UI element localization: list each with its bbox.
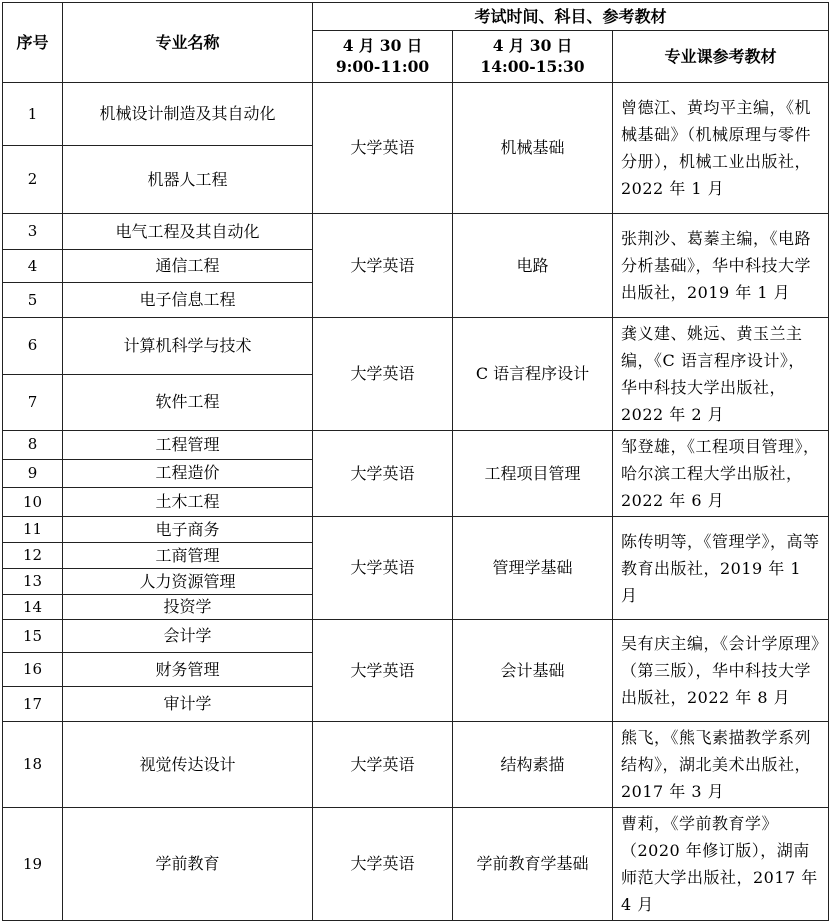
row-subject-afternoon: 工程项目管理	[453, 431, 613, 517]
row-major: 通信工程	[63, 250, 313, 283]
row-seq: 1	[3, 83, 63, 146]
header-time-morning-hours: 9:00-11:00	[335, 56, 430, 76]
row-subject-morning: 大学英语	[313, 318, 453, 431]
row-major: 学前教育	[63, 808, 313, 921]
table-row	[3, 83, 829, 146]
row-seq: 11	[3, 517, 63, 543]
header-reference-book: 专业课参考教材	[613, 31, 829, 83]
row-subject-afternoon: 管理学基础	[453, 517, 613, 620]
row-seq: 12	[3, 543, 63, 569]
header-time-afternoon-date: 4 月 30 日	[492, 35, 573, 55]
table-row	[3, 431, 829, 460]
table-row	[3, 620, 829, 653]
row-subject-morning: 大学英语	[313, 431, 453, 517]
row-seq: 16	[3, 653, 63, 687]
row-major: 视觉传达设计	[63, 722, 313, 808]
row-major: 电气工程及其自动化	[63, 214, 313, 250]
table-header	[3, 3, 829, 83]
row-major: 人力资源管理	[63, 569, 313, 595]
row-major: 软件工程	[63, 374, 313, 431]
row-seq: 9	[3, 459, 63, 488]
row-seq: 18	[3, 722, 63, 808]
header-major: 专业名称	[63, 3, 313, 83]
row-seq: 3	[3, 214, 63, 250]
table-row	[3, 722, 829, 808]
row-seq: 2	[3, 146, 63, 214]
row-major: 工程管理	[63, 431, 313, 460]
row-major: 土木工程	[63, 488, 313, 517]
exam-schedule-table	[2, 2, 829, 921]
row-seq: 19	[3, 808, 63, 921]
row-major: 机器人工程	[63, 146, 313, 214]
row-reference-book: 陈传明等，《管理学》，高等教育出版社，2019 年 1 月	[613, 517, 829, 620]
row-seq: 6	[3, 318, 63, 375]
row-subject-afternoon: 电路	[453, 214, 613, 318]
row-seq: 8	[3, 431, 63, 460]
header-time-morning	[313, 31, 453, 83]
row-major: 电子信息工程	[63, 283, 313, 318]
row-subject-afternoon: 机械基础	[453, 83, 613, 214]
header-seq: 序号	[3, 3, 63, 83]
table-row	[3, 517, 829, 543]
row-reference-book: 熊飞，《熊飞素描教学系列结构》，湖北美术出版社，2017 年 3 月	[613, 722, 829, 808]
row-subject-morning: 大学英语	[313, 83, 453, 214]
table-row	[3, 318, 829, 375]
header-time-afternoon-hours: 14:00-15:30	[480, 56, 585, 76]
table-row	[3, 214, 829, 250]
row-reference-book: 龚义建、姚远、黄玉兰主编，《C 语言程序设计》，华中科技大学出版社，2022 年 2 月	[613, 318, 829, 431]
row-subject-afternoon: 学前教育学基础	[453, 808, 613, 921]
row-subject-morning: 大学英语	[313, 808, 453, 921]
row-seq: 15	[3, 620, 63, 653]
row-major: 会计学	[63, 620, 313, 653]
row-major: 计算机科学与技术	[63, 318, 313, 375]
row-major: 财务管理	[63, 653, 313, 687]
row-reference-book: 邹登雄，《工程项目管理》，哈尔滨工程大学出版社，2022 年 6 月	[613, 431, 829, 517]
row-major: 工商管理	[63, 543, 313, 569]
header-time-morning-date: 4 月 30 日	[342, 35, 423, 55]
row-seq: 17	[3, 687, 63, 722]
header-time-afternoon	[453, 31, 613, 83]
row-major: 机械设计制造及其自动化	[63, 83, 313, 146]
row-seq: 7	[3, 374, 63, 431]
row-major: 投资学	[63, 595, 313, 620]
table-body	[3, 83, 829, 921]
row-subject-morning: 大学英语	[313, 722, 453, 808]
row-major: 审计学	[63, 687, 313, 722]
row-reference-book: 曹莉，《学前教育学》（2020 年修订版），湖南师范大学出版社，2017 年 4 月	[613, 808, 829, 921]
row-seq: 13	[3, 569, 63, 595]
table-row	[3, 808, 829, 921]
row-seq: 4	[3, 250, 63, 283]
row-seq: 14	[3, 595, 63, 620]
row-subject-afternoon: 会计基础	[453, 620, 613, 722]
row-seq: 10	[3, 488, 63, 517]
row-subject-afternoon: 结构素描	[453, 722, 613, 808]
row-subject-afternoon: C 语言程序设计	[453, 318, 613, 431]
row-reference-book: 曾德江、黄均平主编，《机械基础》（机械原理与零件分册），机械工业出版社，2022 年 1 月	[613, 83, 829, 214]
row-subject-morning: 大学英语	[313, 620, 453, 722]
row-reference-book: 张荆沙、葛蓁主编，《电路分析基础》，华中科技大学出版社，2019 年 1 月	[613, 214, 829, 318]
row-subject-morning: 大学英语	[313, 214, 453, 318]
row-major: 工程造价	[63, 459, 313, 488]
row-seq: 5	[3, 283, 63, 318]
row-subject-morning: 大学英语	[313, 517, 453, 620]
row-major: 电子商务	[63, 517, 313, 543]
row-reference-book: 吴有庆主编，《会计学原理》（第三版），华中科技大学出版社，2022 年 8 月	[613, 620, 829, 722]
header-exam-group: 考试时间、科目、参考教材	[313, 3, 829, 31]
